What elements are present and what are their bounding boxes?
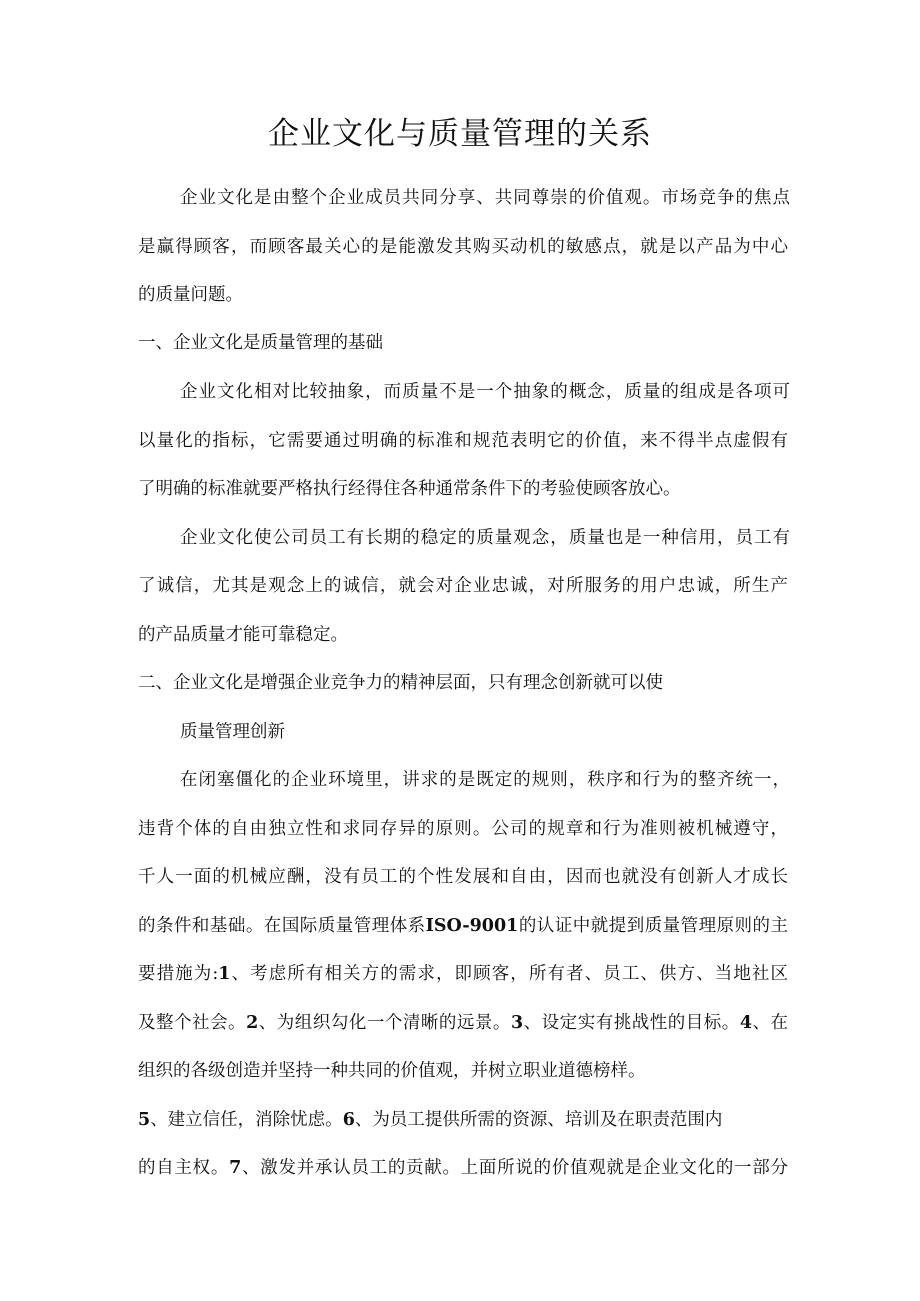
paragraph-line: 了诚信，尤其是观念上的诚信，就会对企业忠诚，对所服务的用户忠诚，所生产 xyxy=(138,576,788,596)
section-heading: 一、企业文化是质量管理的基础 xyxy=(138,333,383,353)
paragraph-line: 是赢得顾客，而顾客最关心的是能激发其购买动机的敏感点，就是以产品为中心 xyxy=(138,237,788,257)
paragraph-line: 5、建立信任，消除忧虑。6、为员工提供所需的资源、培训及在职责范围内 xyxy=(138,1110,723,1130)
paragraph-line: 的质量问题。 xyxy=(138,285,243,305)
section-heading: 二、企业文化是增强企业竞争力的精神层面，只有理念创新就可以使 xyxy=(138,673,663,693)
paragraph-line: 以量化的指标，它需要通过明确的标准和规范表明它的价值，来不得半点虚假有 xyxy=(138,431,788,451)
paragraph-line: 的自主权。7、激发并承认员工的贡献。上面所说的价值观就是企业文化的一部分 xyxy=(138,1158,789,1178)
paragraph-line: 在闭塞僵化的企业环境里，讲求的是既定的规则，秩序和行为的整齐统一， xyxy=(180,770,790,790)
document-title: 企业文化与质量管理的关系 xyxy=(268,116,652,152)
paragraph-line: 企业文化相对比较抽象，而质量不是一个抽象的概念，质量的组成是各项可 xyxy=(180,382,790,402)
paragraph-line: 及整个社会。2、为组织勾化一个清晰的远景。3、设定实有挑战性的目标。4、在 xyxy=(138,1013,789,1033)
paragraph-line: 了明确的标准就要严格执行经得住各种通常条件下的考验使顾客放心。 xyxy=(138,479,681,499)
paragraph-line: 组织的各级创造并坚持一种共同的价值观，并树立职业道德榜样。 xyxy=(138,1061,646,1081)
section-heading-continued: 质量管理创新 xyxy=(180,722,285,742)
paragraph-line: 企业文化是由整个企业成员共同分享、共同尊崇的价值观。市场竞争的焦点 xyxy=(180,188,790,208)
paragraph-line: 千人一面的机械应酬，没有员工的个性发展和自由，因而也就没有创新人才成长 xyxy=(138,867,788,887)
paragraph-line: 企业文化使公司员工有长期的稳定的质量观念，质量也是一种信用，员工有 xyxy=(180,528,790,548)
paragraph-line: 的条件和基础。在国际质量管理体系ISO-9001的认证中就提到质量管理原则的主 xyxy=(138,916,789,936)
paragraph-line: 要措施为:1、考虑所有相关方的需求，即顾客，所有者、员工、供方、当地社区 xyxy=(138,964,788,984)
paragraph-line: 违背个体的自由独立性和求同存异的原则。公司的规章和行为准则被机械遵守， xyxy=(138,819,788,839)
paragraph-line: 的产品质量才能可靠稳定。 xyxy=(138,625,348,645)
